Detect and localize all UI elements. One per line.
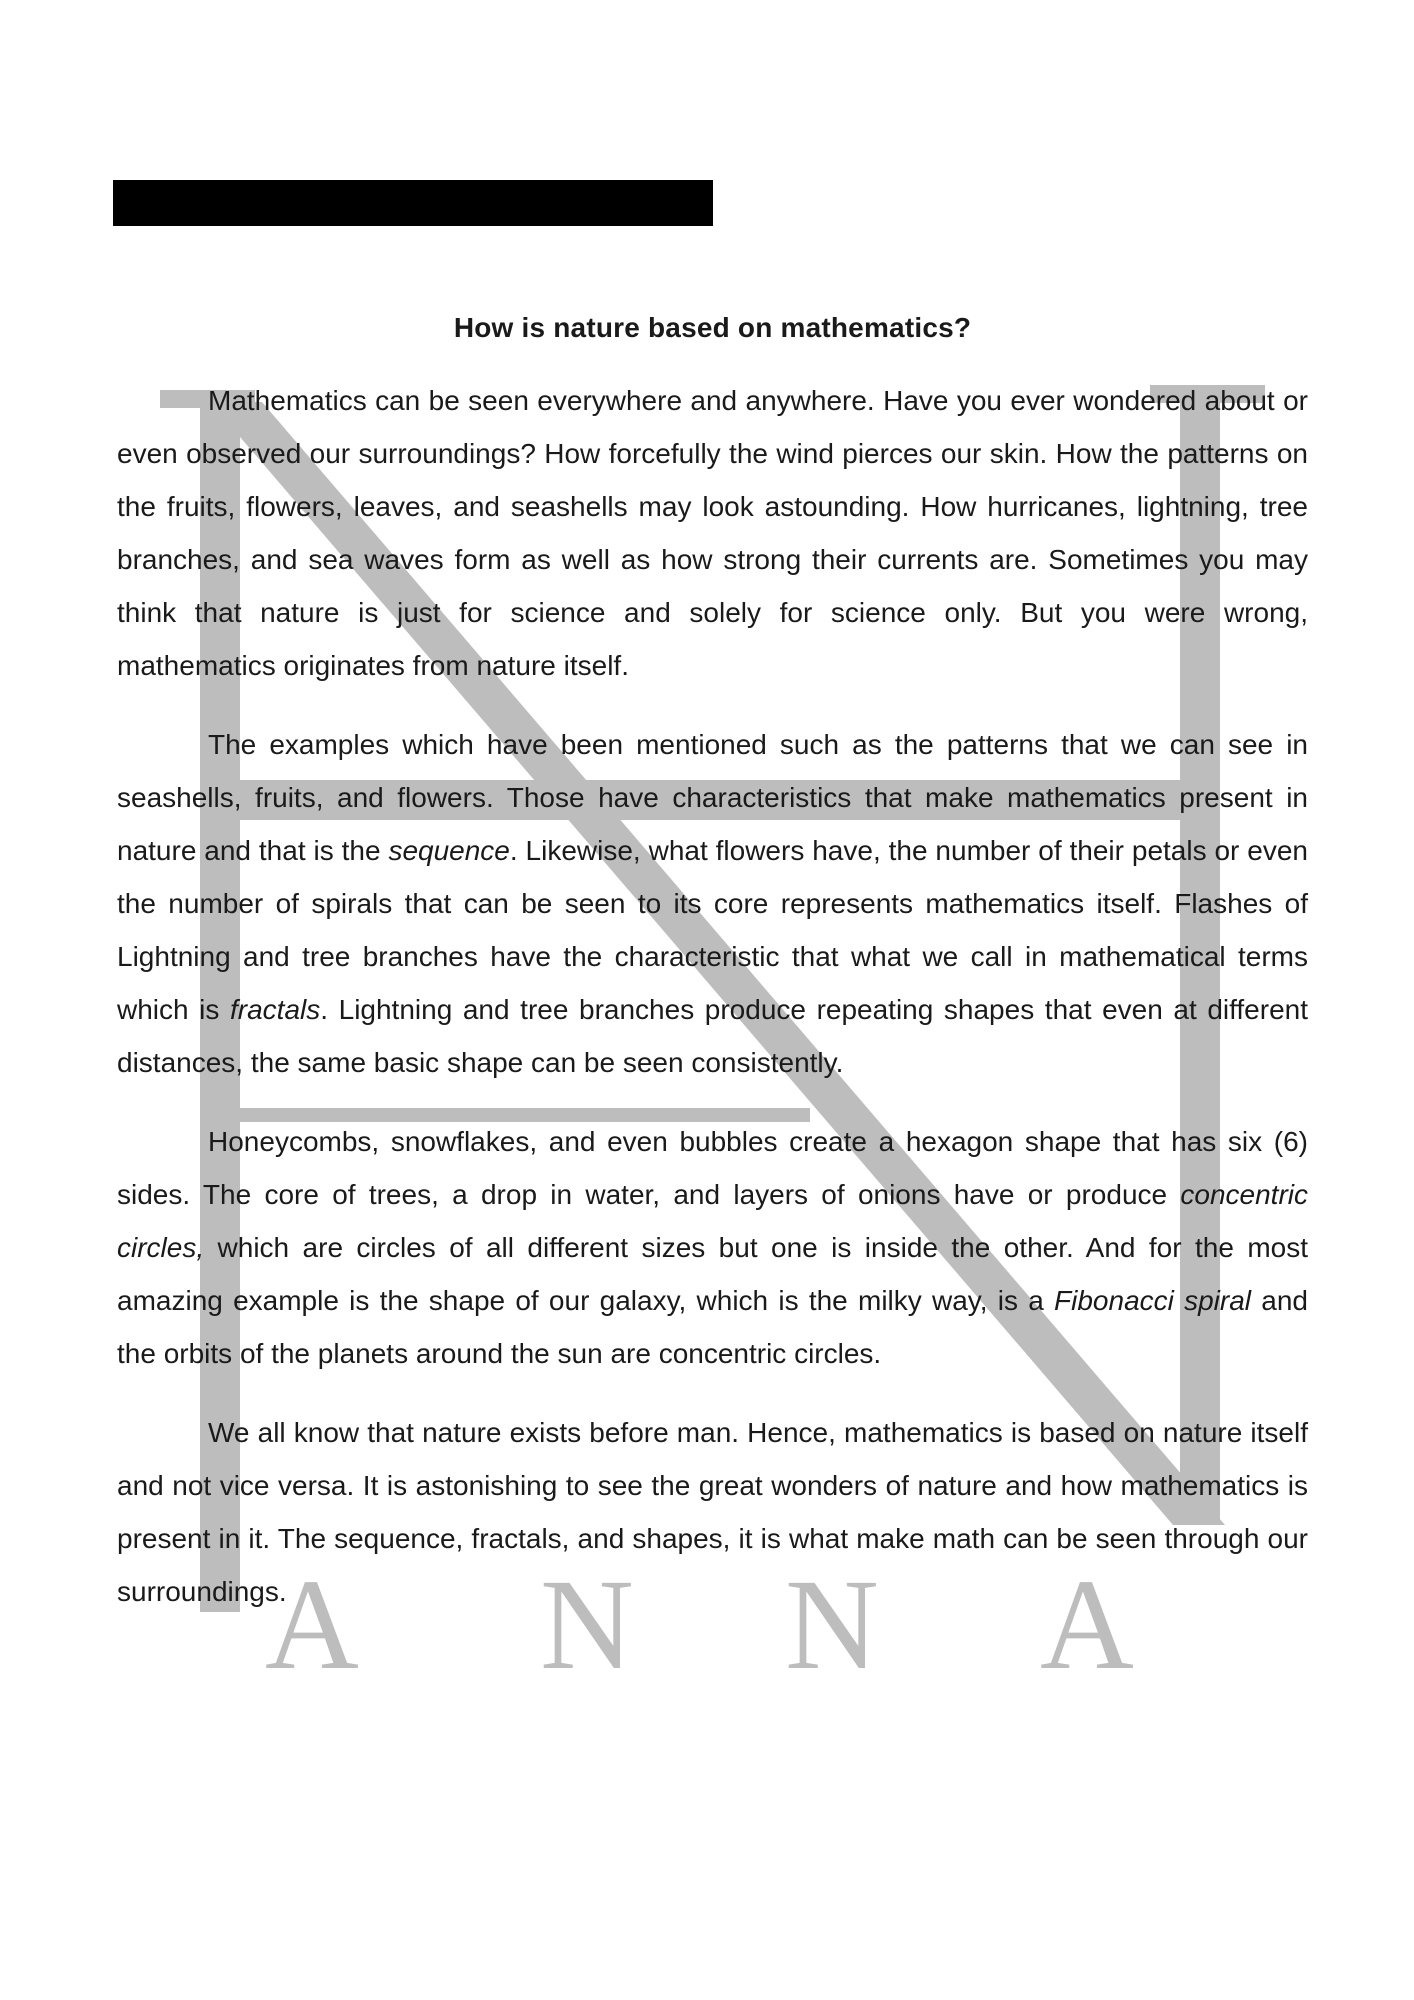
paragraph-2-text-e: . Lightning and tree branches produce repeating shapes that even at different distances, the same basic shape can be seen consistently.: [117, 994, 1309, 1078]
watermark-letter-4: A: [1040, 1553, 1134, 1697]
term-fractals: fractals: [230, 994, 321, 1025]
paragraph-3-text-c: which are circles of all different sizes but one is inside the other. And for the most amazing example is the shape of our galaxy, which is the milky way, is a: [117, 1232, 1308, 1316]
paragraph-2-text-a: The examples which have been mentioned such as the patterns that we can see in seashells, fruits, and flowers. Those have characteristics that make mathematics present in nature and that is the: [117, 729, 1308, 866]
paragraph-2-text-c: . Likewise, what flowers have, the number of their petals or even the number of spirals that can be seen to its core represents mathematics itself. Flashes of Lightning and tree branches have the characteristic that what we call in mathematical terms which is: [117, 835, 1308, 1025]
paragraph-1: [117, 374, 1308, 692]
watermark-letter-1: A: [265, 1553, 359, 1697]
paragraph-4: [117, 1406, 1308, 1618]
paragraph-2: [117, 718, 1308, 1089]
document-body: [117, 308, 1308, 1644]
paragraph-1-text: Mathematics can be seen everywhere and anywhere. Have you ever wondered about or even observed our surroundings? How forcefully the wind pierces our skin. How the patterns on the fruits, flowers, leaves, and seashells may look astounding. How hurricanes, lightning, tree branches, and sea waves form as well as how strong their currents are. Sometimes you may think that nature is just for science and solely for science only. But you were wrong, mathematics originates from nature itself.: [117, 385, 1308, 681]
watermark-letter-3: N: [785, 1553, 879, 1697]
paragraph-4-text: We all know that nature exists before man. Hence, mathematics is based on nature itself and not vice versa. It is astonishing to see the great wonders of nature and how mathematics is present in it. The sequence, fractals, and shapes, it is what make math can be seen through our surroundings.: [117, 1417, 1308, 1607]
watermark-letter-2: N: [540, 1553, 634, 1697]
term-concentric-circles: concentric circles,: [117, 1179, 1308, 1263]
paragraph-3-text-e: and the orbits of the planets around the sun are concentric circles.: [117, 1285, 1308, 1369]
term-fibonacci-spiral: Fibonacci spiral: [1054, 1285, 1252, 1316]
document-title: How is nature based on mathematics?: [453, 312, 972, 343]
paragraph-3: [117, 1115, 1308, 1380]
term-sequence: sequence: [388, 835, 510, 866]
paragraph-3-text-a: Honeycombs, snowflakes, and even bubbles create a hexagon shape that has six (6) sides. The core of trees, a drop in water, and layers of onions have or produce: [117, 1126, 1308, 1210]
